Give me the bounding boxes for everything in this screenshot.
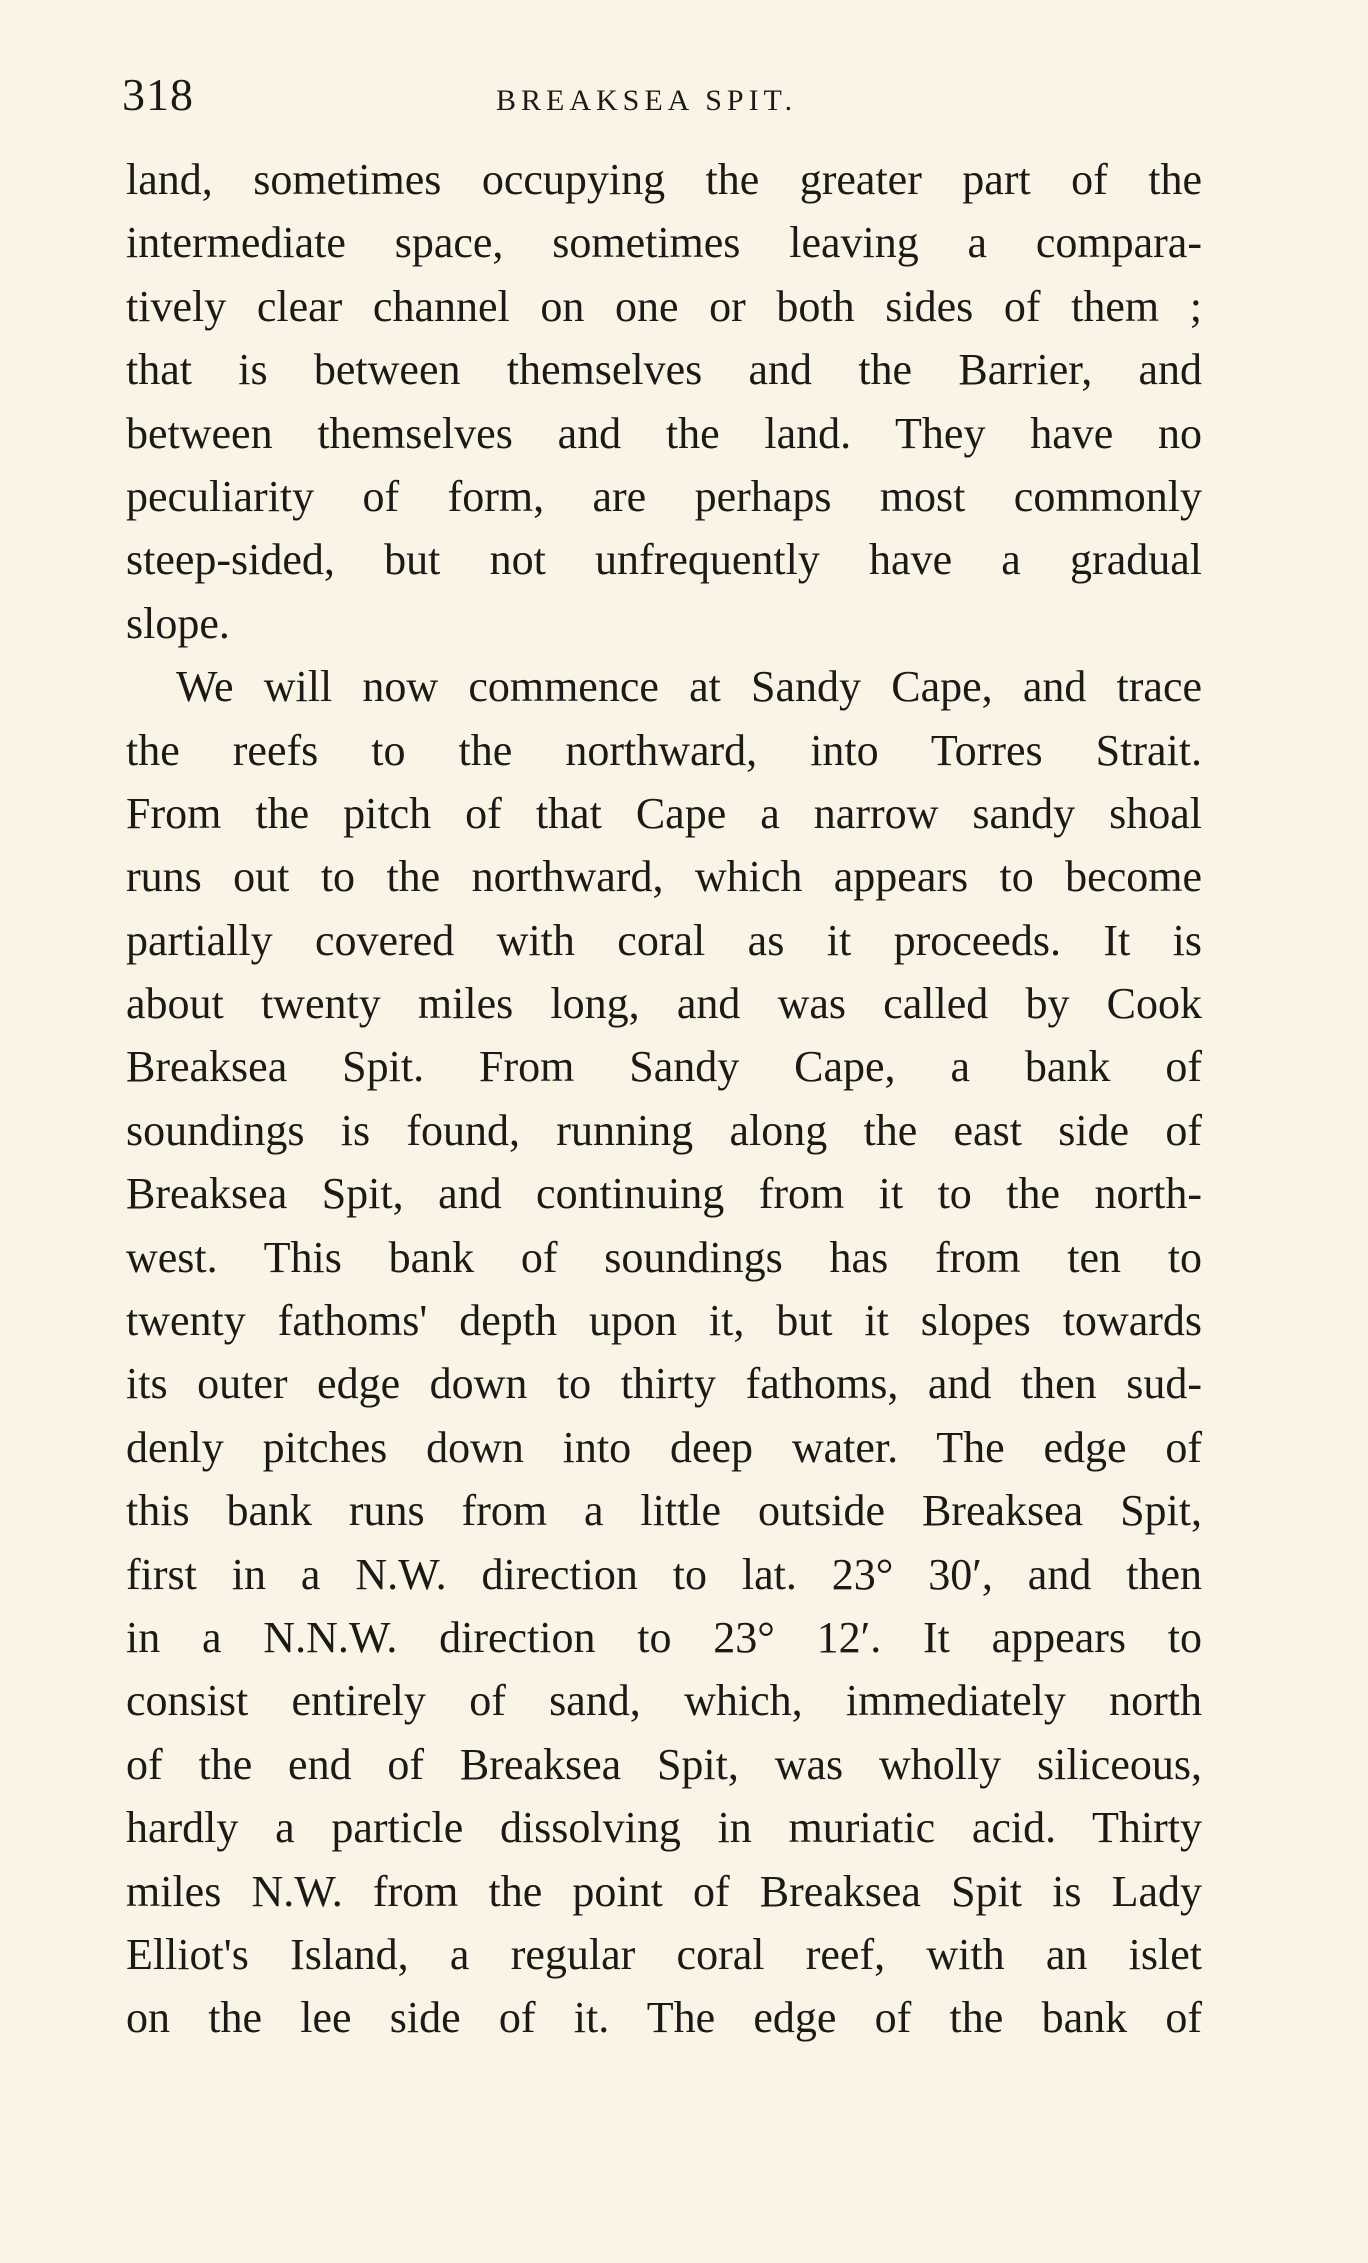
text-line: on the lee side of it. The edge of the bank of [126,1993,1202,2043]
text-line: about twenty miles long, and was called by Cook [126,979,1202,1029]
text-line: hardly a particle dissolving in muriatic acid. Thirty [126,1803,1202,1853]
text-line: soundings is found, running along the east side of [126,1105,1202,1155]
text-line: Breaksea Spit. From Sandy Cape, a bank of [126,1042,1202,1092]
body-text [126,148,1202,2050]
text-line: land, sometimes occupying the greater part of the [126,155,1202,204]
text-line: tively clear channel on one or both sides of them ; [126,281,1202,331]
text-line: Elliot's Island, a regular coral reef, with an islet [126,1929,1202,1979]
paragraph-1 [126,148,1202,655]
text-line: of the end of Breaksea Spit, was wholly siliceous, [126,1739,1202,1789]
text-line: slope. [126,598,230,648]
text-line: denly pitches down into deep water. The edge of [126,1422,1202,1472]
text-line: intermediate space, sometimes leaving a compara- [126,218,1202,268]
text-line: between themselves and the land. They have no [126,408,1202,458]
text-line: west. This bank of soundings has from ten to [126,1232,1202,1282]
text-line: in a N.N.W. direction to 23° 12′. It appears to [126,1612,1202,1662]
text-line: steep-sided, but not unfrequently have a gradual [126,535,1202,585]
text-line: twenty fathoms' depth upon it, but it slopes towards [126,1296,1202,1346]
page-number: 318 [122,69,194,120]
text-line: peculiarity of form, are perhaps most commonly [126,471,1202,521]
text-line: its outer edge down to thirty fathoms, and then sud- [126,1359,1202,1409]
text-line: Breaksea Spit, and continuing from it to the north- [126,1169,1202,1219]
text-line: partially covered with coral as it proceeds. It is [126,915,1202,965]
text-line: We will now commence at Sandy Cape, and trace [176,662,1202,712]
text-line: consist entirely of sand, which, immediately north [126,1676,1202,1726]
text-line: From the pitch of that Cape a narrow sandy shoal [126,788,1202,838]
text-line: miles N.W. from the point of Breaksea Spit is Lady [126,1866,1202,1916]
paragraph-2 [126,655,1202,2050]
running-title: BREAKSEA SPIT. [496,84,798,117]
text-line: the reefs to the northward, into Torres Strait. [126,725,1202,775]
text-line: runs out to the northward, which appears to become [126,852,1202,902]
text-line: this bank runs from a little outside Breaksea Spit, [126,1486,1202,1536]
text-line: that is between themselves and the Barrier, and [126,345,1202,395]
text-line: first in a N.W. direction to lat. 23° 30′, and then [126,1549,1202,1599]
running-head [122,62,1222,132]
